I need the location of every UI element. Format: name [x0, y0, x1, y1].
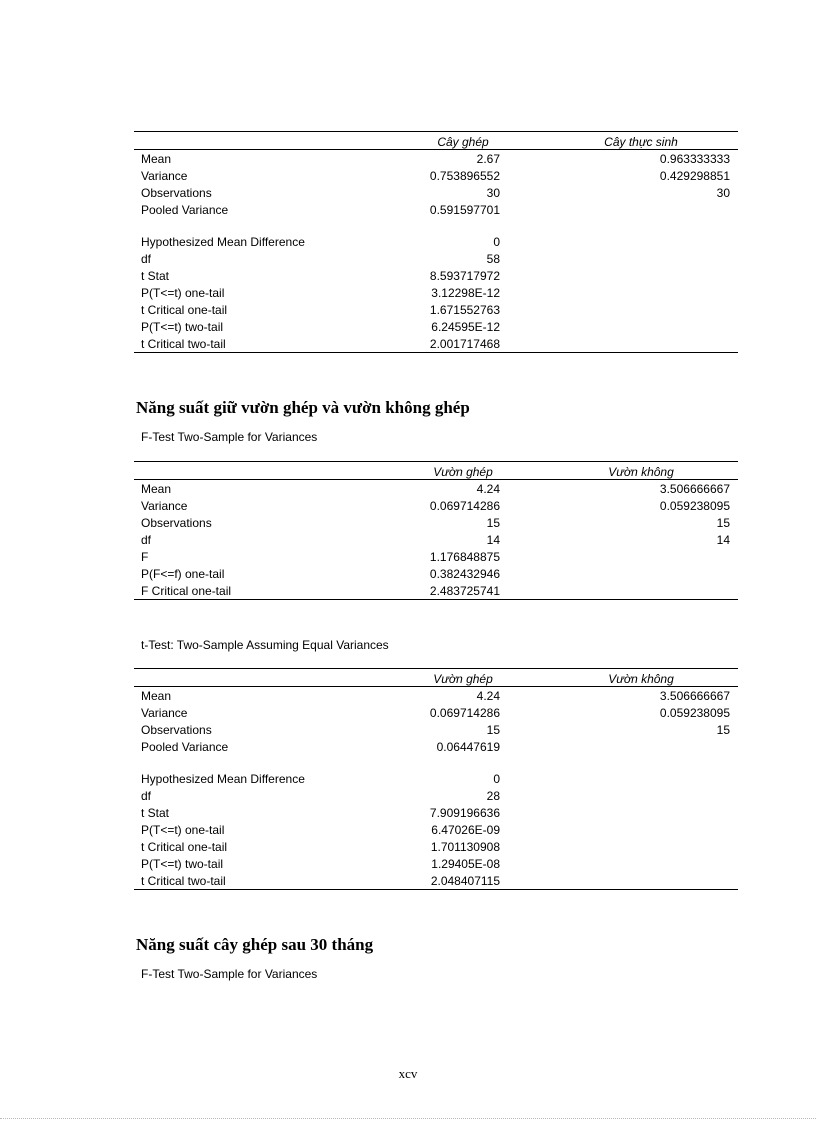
row-value-2 — [504, 821, 738, 838]
row-label: Mean — [141, 688, 172, 703]
table-row — [134, 787, 738, 804]
table-row — [134, 838, 738, 855]
row-value-1: 0.069714286 — [429, 705, 500, 720]
row-value-2 — [504, 335, 738, 353]
ttest-table-vuon-ghep — [134, 668, 738, 890]
row-value-2 — [504, 301, 738, 318]
row-value-1: 0.753896552 — [429, 168, 500, 183]
row-value-1: 2.048407115 — [374, 872, 504, 890]
row-value-2 — [504, 565, 738, 582]
row-value-1: 0.06447619 — [436, 739, 500, 754]
row-value-2: 15 — [716, 722, 730, 737]
row-label: P(T<=t) two-tail — [141, 856, 224, 871]
row-value-1: 2.483725741 — [374, 582, 504, 600]
row-value-2 — [504, 218, 738, 250]
row-label: Mean — [141, 481, 172, 496]
caption-ftest-2: F-Test Two-Sample for Variances — [141, 967, 318, 981]
row-value-2 — [504, 804, 738, 821]
row-value-1: 0 — [493, 772, 500, 786]
table-row — [134, 721, 738, 738]
row-value-2 — [504, 787, 738, 804]
row-value-2 — [504, 201, 738, 218]
table-row — [134, 201, 738, 218]
page-footer: xcv — [398, 1066, 418, 1081]
row-label: df — [141, 532, 152, 547]
row-value-2 — [504, 738, 738, 755]
row-value-2: 3.506666667 — [659, 688, 730, 703]
row-value-1: 3.12298E-12 — [431, 285, 500, 300]
page-edge-divider — [0, 1118, 816, 1119]
row-label: P(F<=f) one-tail — [141, 566, 225, 581]
row-value-2 — [504, 855, 738, 872]
row-label: t Stat — [141, 805, 170, 820]
row-label: Observations — [141, 722, 212, 737]
table-row — [134, 250, 738, 267]
row-value-2 — [504, 872, 738, 890]
row-value-2 — [504, 755, 738, 787]
table-row — [134, 821, 738, 838]
row-label: P(T<=t) one-tail — [141, 822, 225, 837]
row-value-2 — [504, 838, 738, 855]
table-header-row — [134, 669, 738, 687]
row-label: Mean — [141, 151, 172, 166]
row-value-1: 4.24 — [476, 481, 500, 496]
table-row — [134, 318, 738, 335]
row-value-2 — [504, 250, 738, 267]
row-value-2: 0.059238095 — [659, 498, 730, 513]
table-row — [134, 480, 738, 498]
row-value-1: 6.24595E-12 — [431, 319, 500, 334]
row-value-1: 14 — [486, 532, 500, 547]
row-label: t Critical two-tail — [134, 872, 374, 890]
table-row — [134, 514, 738, 531]
table-header-row — [134, 132, 738, 150]
row-value-2: 15 — [716, 515, 730, 530]
row-value-1: 1.701130908 — [430, 839, 500, 854]
row-label: Variance — [141, 705, 188, 720]
column-header-1: Vườn ghép — [374, 462, 504, 480]
row-value-1: 8.593717972 — [429, 268, 500, 283]
row-value-2: 14 — [716, 532, 730, 547]
section-title-cay-ghep-30-thang: Năng suất cây ghép sau 30 tháng — [136, 935, 374, 954]
row-value-2: 0.963333333 — [659, 151, 730, 166]
table-row — [134, 267, 738, 284]
row-value-1: 58 — [486, 251, 500, 266]
row-value-1: 0 — [493, 235, 500, 249]
table-row — [134, 531, 738, 548]
row-value-1: 0.069714286 — [429, 498, 500, 513]
table-row — [134, 804, 738, 821]
row-label: t Critical two-tail — [134, 335, 374, 353]
row-label: Hypothesized Mean Difference — [141, 235, 305, 249]
table-row — [134, 497, 738, 514]
ftest-table-vuon-ghep — [134, 461, 738, 600]
table-row — [134, 301, 738, 318]
row-label: F Critical one-tail — [134, 582, 374, 600]
row-value-2 — [504, 582, 738, 600]
row-label: t Critical one-tail — [141, 839, 228, 854]
row-value-1: 2.001717468 — [374, 335, 504, 353]
table-row — [134, 184, 738, 201]
column-header-2: Vườn không — [504, 669, 738, 687]
section-title-vuon-ghep: Năng suất giữ vườn ghép và vườn không ghép — [136, 398, 470, 417]
ttest-table-cay-ghep — [134, 131, 738, 353]
row-value-1: 0.591597701 — [429, 202, 500, 217]
row-value-1: 6.47026E-09 — [431, 822, 500, 837]
caption-ftest: F-Test Two-Sample for Variances — [141, 430, 318, 444]
row-value-1: 1.176848875 — [429, 549, 500, 564]
row-value-1: 28 — [486, 788, 500, 803]
row-value-1: 15 — [486, 722, 500, 737]
row-label: Hypothesized Mean Difference — [141, 772, 305, 786]
row-value-2: 30 — [716, 185, 730, 200]
column-header-2: Cây thực sinh — [504, 132, 738, 150]
row-label: F — [141, 549, 149, 564]
row-label: t Stat — [141, 268, 170, 283]
table-row — [134, 150, 738, 168]
row-label: Pooled Variance — [141, 202, 229, 217]
table-row — [134, 582, 738, 600]
row-value-1: 30 — [486, 185, 500, 200]
row-value-1: 7.909196636 — [429, 805, 500, 820]
table-row — [134, 167, 738, 184]
table-row — [134, 738, 738, 755]
row-value-2 — [504, 267, 738, 284]
table-row — [134, 704, 738, 721]
table-row — [134, 548, 738, 565]
table-row — [134, 565, 738, 582]
row-value-1: 15 — [486, 515, 500, 530]
row-value-1: 1.29405E-08 — [431, 856, 500, 871]
table-row — [134, 855, 738, 872]
row-value-2: 3.506666667 — [659, 481, 730, 496]
row-label: P(T<=t) one-tail — [141, 285, 225, 300]
row-value-1: 0.382432946 — [429, 566, 500, 581]
table-row — [134, 335, 738, 353]
row-label: Variance — [141, 168, 188, 183]
row-label: Variance — [141, 498, 188, 513]
row-label: df — [141, 788, 152, 803]
table-row — [134, 872, 738, 890]
row-label: P(T<=t) two-tail — [141, 319, 224, 334]
row-value-2 — [504, 318, 738, 335]
column-header-2: Vườn không — [504, 462, 738, 480]
table-row — [134, 284, 738, 301]
row-label: Observations — [141, 185, 212, 200]
row-value-1: 1.671552763 — [429, 302, 500, 317]
column-header-1: Vườn ghép — [374, 669, 504, 687]
row-value-2: 0.429298851 — [659, 168, 730, 183]
row-label: Pooled Variance — [141, 739, 229, 754]
table-row — [134, 218, 738, 250]
row-label: Observations — [141, 515, 212, 530]
table-header-row — [134, 462, 738, 480]
column-header-1: Cây ghép — [374, 132, 504, 150]
row-value-2: 0.059238095 — [659, 705, 730, 720]
row-value-1: 2.67 — [476, 151, 500, 166]
row-label: df — [141, 251, 152, 266]
table-row — [134, 687, 738, 705]
row-value-2 — [504, 284, 738, 301]
row-value-2 — [504, 548, 738, 565]
table-row — [134, 755, 738, 787]
row-value-1: 4.24 — [476, 688, 500, 703]
caption-ttest: t-Test: Two-Sample Assuming Equal Variances — [141, 638, 389, 652]
row-label: t Critical one-tail — [141, 302, 228, 317]
